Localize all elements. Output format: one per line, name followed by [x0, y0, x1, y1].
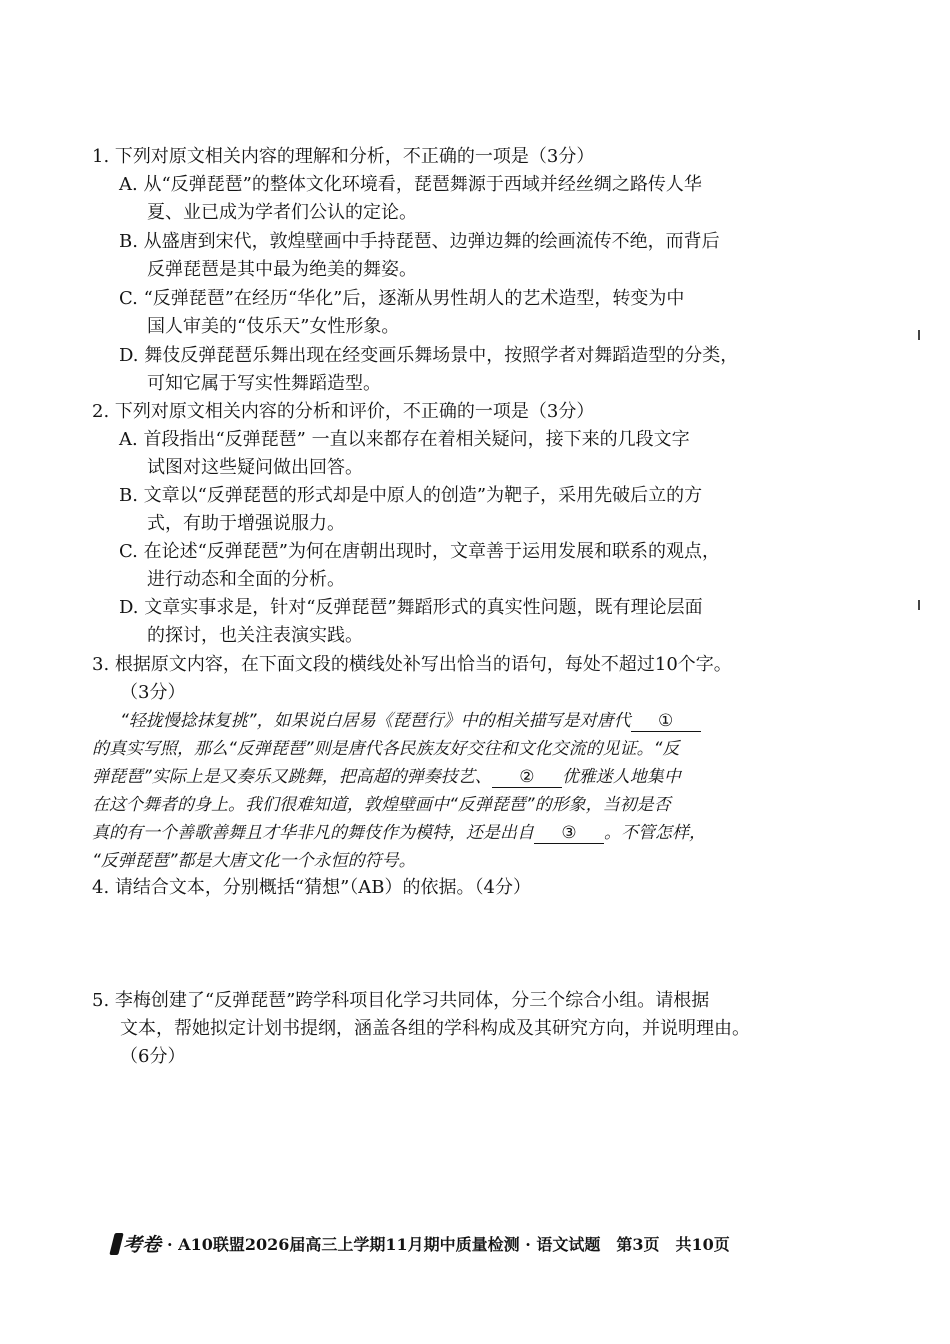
question-1-option-a: A. 从“反弹琵琶”的整体文化环境看，琵琶舞源于西域并经丝绸之路传人华 夏、业已成为学者们公认的定论。	[119, 174, 702, 223]
margin-fragment	[918, 330, 928, 340]
page-footer	[112, 1230, 730, 1257]
blank-3[interactable]: ③	[534, 823, 604, 844]
question-3-passage: “轻拢慢捻抹复挑”，如果说白居易《琵琶行》中的相关描写是对唐代 ① 的真实写照，那么“反弹琵琶”则是唐代各民族友好交往和文化交流的见证。“反 弹琵琶”实际上是又奏乐又跳舞，把高超的弹奏技艺、 ② 优雅迷人地集中 在这个舞者的身上。我们很难知道，敦煌壁画中“反弹琵琶”的形象，当初是否 真的有一个善歌善舞且才华非凡的舞伎作为模特，还是出自 ③ 。不管怎样， “反弹琵琶”都是大唐文化一个永恒的符号。	[92, 711, 706, 871]
question-2-option-d: D. 文章实事求是，针对“反弹琵琶”舞蹈形式的真实性问题，既有理论层面 的探讨，也关注表演实践。	[119, 597, 703, 646]
question-1-option-d: D. 舞伎反弹琵琶乐舞出现在经变画乐舞场景中，按照学者对舞蹈造型的分类， 可知它属于写实性舞蹈造型。	[119, 345, 739, 394]
margin-fragment	[918, 600, 928, 610]
question-1-stem: 1. 下列对原文相关内容的理解和分析，不正确的一项是（3分）	[92, 146, 595, 167]
question-2-option-c: C. 在论述“反弹琵琶”为何在唐朝出现时，文章善于运用发展和联系的观点， 进行动态和全面的分析。	[119, 541, 720, 590]
logo-mark-icon	[109, 1233, 123, 1255]
question-1-option-b: B. 从盛唐到宋代，敦煌壁画中手持琵琶、边弹边舞的绘画流传不绝，而背后 反弹琵琶是其中最为绝美的舞姿。	[119, 231, 720, 280]
blank-1[interactable]: ①	[631, 711, 701, 732]
publisher-logo: 考卷	[112, 1230, 161, 1257]
question-4-stem: 4. 请结合文本，分别概括“猜想”（AB）的依据。（4分）	[92, 877, 531, 898]
question-5-stem: 5. 李梅创建了“反弹琵琶”跨学科项目化学习共同体，分三个综合小组。请根据 文本，帮她拟定计划书提纲，涵盖各组的学科构成及其研究方向，并说明理由。 （6分）	[92, 990, 750, 1067]
question-2-option-b: B. 文章以“反弹琵琶的形式却是中原人的创造”为靶子，采用先破后立的方 式，有助于增强说服力。	[119, 485, 703, 534]
question-2-stem: 2. 下列对原文相关内容的分析和评价，不正确的一项是（3分）	[92, 401, 595, 422]
question-1-option-c: C. “反弹琵琶”在经历“华化”后，逐渐从男性胡人的艺术造型，转变为中 国人审美的“伎乐天”女性形象。	[119, 288, 685, 337]
question-2-option-a: A. 首段指出“反弹琵琶” 一直以来都存在着相关疑问，接下来的几段文字 试图对这些疑问做出回答。	[119, 429, 690, 478]
footer-text: · A10联盟2026届高三上学期11月期中质量检测 · 语文试题 第3页 共10页	[167, 1235, 730, 1254]
question-3-stem: 3. 根据原文内容，在下面文段的横线处补写出恰当的语句，每处不超过10个字。 （3分）	[92, 654, 732, 703]
blank-2[interactable]: ②	[492, 767, 562, 788]
